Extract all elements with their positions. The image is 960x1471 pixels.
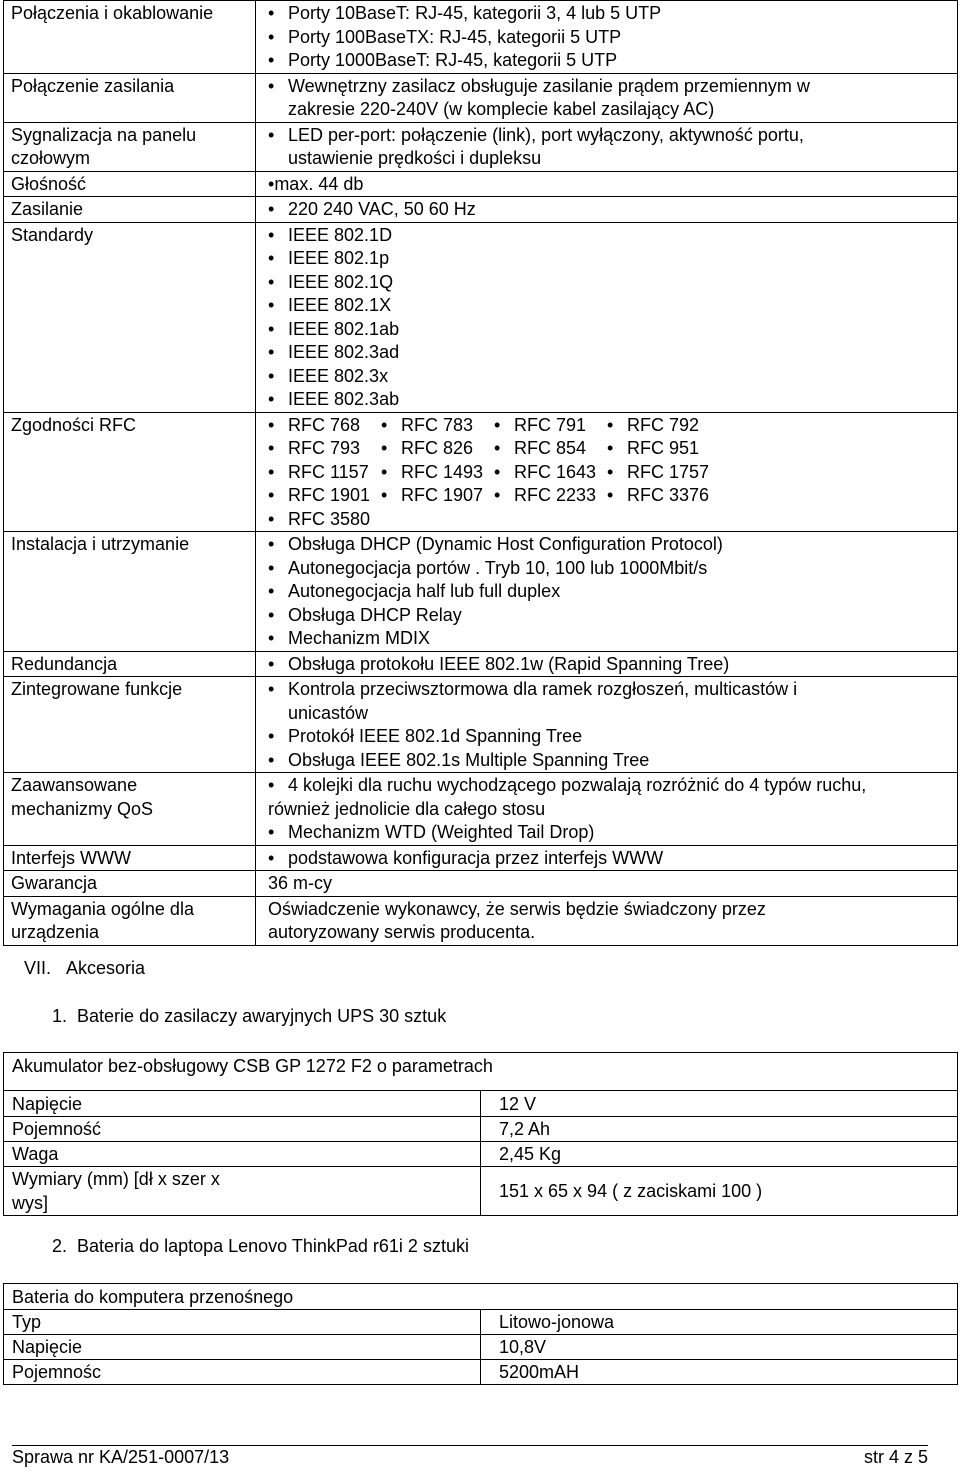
param-value: 2,45 Kg (481, 1142, 958, 1167)
spec-label: Redundancja (4, 651, 256, 677)
battery-ups-table (3, 1052, 958, 1216)
rfc-item: RFC 854 (514, 438, 587, 458)
spec-line: Mechanizm WTD (Weighted Tail Drop) (288, 822, 595, 842)
spec-line: ustawienie prędkości i dupleksu (288, 148, 542, 168)
param-label: Typ (4, 1310, 481, 1335)
rfc-item: RFC 826 (401, 438, 474, 458)
section-title: Akcesoria (66, 958, 146, 978)
rfc-item: RFC 1757 (627, 461, 710, 482)
param-value: 151 x 65 x 94 ( z zaciskami 100 ) (481, 1167, 958, 1216)
spec-value: • Kontrola przeciwsztormowa dla ramek rozgłoszeń, multicastów i unicastów • Protokół IEEE 802.1d Spanning Tree • Obsługa IEEE 802.1s Multiple Spanning Tree (256, 677, 958, 773)
spec-row-wymagania (4, 896, 958, 945)
param-label (4, 1167, 481, 1216)
rfc-item: RFC 3580 (288, 508, 371, 529)
rfc-item: RFC 2233 (514, 485, 597, 505)
standard-item: IEEE 802.1ab (288, 318, 400, 339)
table-row (4, 1335, 958, 1360)
rfc-item: RFC 1643 (514, 461, 597, 482)
spec-row-zasilanie-polaczenie (4, 73, 958, 122)
item-heading-2 (52, 1236, 469, 1257)
spec-line: Porty 1000BaseT: RJ-45, kategorii 5 UTP (288, 50, 618, 70)
rfc-item: RFC 1493 (401, 461, 484, 482)
spec-line: Kontrola przeciwsztormowa dla ramek rozgłoszeń, multicastów i (288, 679, 798, 699)
spec-line: autoryzowany serwis producenta. (268, 922, 536, 942)
spec-row-zasilanie (4, 197, 958, 223)
case-number: Sprawa nr KA/251-0007/13 (12, 1447, 230, 1467)
rfc-item: RFC 1157 (288, 461, 369, 482)
spec-value: • Obsługa DHCP (Dynamic Host Configuration Protocol) • Autonegocjacja portów . Tryb 10, 100 lub 1000Mbit/s • Autonegocjacja half lub full duplex • Obsługa DHCP Relay • Mechanizm MDIX (256, 532, 958, 652)
spec-value: • podstawowa konfiguracja przez interfejs WWW (256, 845, 958, 871)
rfc-item: RFC 3376 (627, 485, 710, 505)
item-number: 2. (52, 1236, 68, 1256)
spec-row-standardy (4, 222, 958, 412)
item-title: Baterie do zasilaczy awaryjnych UPS 30 sztuk (77, 1006, 447, 1026)
spec-label-line: mechanizmy QoS (11, 798, 154, 819)
rfc-item: RFC 791 (514, 414, 587, 435)
spec-line: Obsługa DHCP Relay (288, 604, 462, 625)
section-number: VII. (24, 958, 52, 978)
param-label-line: wys] (12, 1193, 48, 1213)
table-header-row (4, 1053, 958, 1091)
spec-label: Instalacja i utrzymanie (4, 532, 256, 652)
spec-value: • 4 kolejki dla ruchu wychodzącego pozwalają rozróżnić do 4 typów ruchu, również jednolicie dla całego stosu • Mechanizm WTD (Weighted Tail Drop) (256, 773, 958, 846)
spec-value: •max. 44 db (256, 171, 958, 197)
spec-label: Gwarancja (4, 871, 256, 897)
spec-row-gwarancja (4, 871, 958, 897)
spec-line: unicastów (288, 702, 369, 723)
spec-label: Połączenie zasilania (4, 73, 256, 122)
rfc-item: RFC 792 (627, 414, 700, 435)
spec-label: Interfejs WWW (4, 845, 256, 871)
spec-line: Wewnętrzny zasilacz obsługuje zasilanie prądem przemiennym w (288, 75, 810, 96)
standard-item: IEEE 802.1Q (288, 271, 394, 292)
rfc-item: RFC 1901 (288, 485, 371, 505)
spec-line: 220 240 VAC, 50 60 Hz (288, 199, 476, 219)
param-value: Litowo-jonowa (481, 1310, 958, 1335)
table-row (4, 1091, 958, 1117)
spec-line: Autonegocjacja half lub full duplex (288, 581, 561, 601)
param-value: 10,8V (481, 1335, 958, 1360)
spec-row-instalacja (4, 532, 958, 652)
spec-label-line: Wymagania ogólne dla (11, 898, 194, 919)
table-row (4, 1117, 958, 1142)
battery-laptop-table (3, 1283, 958, 1385)
spec-row-sygnalizacja (4, 122, 958, 171)
item-title: Bateria do laptopa Lenovo ThinkPad r61i 2 sztuki (77, 1236, 469, 1256)
table-header: Akumulator bez-obsługowy CSB GP 1272 F2 o parametrach (4, 1053, 958, 1091)
spec-label-line: Zaawansowane (11, 775, 138, 795)
spec-line: max. 44 db (274, 173, 364, 194)
page-number: str 4 z 5 (863, 1447, 928, 1467)
spec-line: zakresie 220-240V (w komplecie kabel zasilający AC) (288, 99, 715, 119)
table-row (4, 1310, 958, 1335)
page-footer (12, 1445, 928, 1468)
param-label: Pojemność (4, 1117, 481, 1142)
spec-line: Obsługa protokołu IEEE 802.1w (Rapid Spanning Tree) (288, 653, 730, 674)
spec-row-www (4, 845, 958, 871)
spec-line: Obsługa IEEE 802.1s Multiple Spanning Tree (288, 749, 650, 770)
spec-label-line: Sygnalizacja na panelu (11, 124, 197, 145)
standard-item: IEEE 802.3x (288, 365, 389, 386)
spec-value (256, 896, 958, 945)
spec-value: • IEEE 802.1D • IEEE 802.1p • IEEE 802.1Q • IEEE 802.1X • IEEE 802.1ab • IEEE 802.3ad • IEEE 802.3x • IEEE 802.3ab (256, 222, 958, 412)
spec-value: • Obsługa protokołu IEEE 802.1w (Rapid Spanning Tree) (256, 651, 958, 677)
item-number: 1. (52, 1006, 68, 1026)
rfc-item: RFC 768 (288, 414, 361, 435)
spec-label: Zasilanie (4, 197, 256, 223)
spec-label (4, 896, 256, 945)
spec-line: podstawowa konfiguracja przez interfejs WWW (288, 847, 664, 868)
section-heading (24, 958, 145, 979)
spec-value: • LED per-port: połączenie (link), port wyłączony, aktywność portu, ustawienie prędkości i dupleksu (256, 122, 958, 171)
spec-line: LED per-port: połączenie (link), port wyłączony, aktywność portu, (288, 124, 804, 145)
rfc-item: RFC 951 (627, 438, 700, 458)
spec-line: Obsługa DHCP (Dynamic Host Configuration Protocol) (288, 534, 723, 554)
rfc-item: RFC 783 (401, 414, 474, 435)
rfc-item: RFC 1907 (401, 485, 484, 505)
table-row (4, 1360, 958, 1385)
spec-line: Autonegocjacja portów . Tryb 10, 100 lub 1000Mbit/s (288, 557, 708, 578)
param-label: Napięcie (4, 1335, 481, 1360)
table-row (4, 1142, 958, 1167)
spec-label: Zgodności RFC (4, 412, 256, 532)
standard-item: IEEE 802.1D (288, 224, 393, 245)
item-heading-1 (52, 1006, 446, 1027)
spec-label: Standardy (4, 222, 256, 412)
spec-value: 36 m-cy (256, 871, 958, 897)
table-row (4, 1167, 958, 1216)
spec-table (3, 0, 958, 946)
spec-line: Mechanizm MDIX (288, 628, 431, 648)
spec-line: również jednolicie dla całego stosu (268, 798, 546, 819)
standard-item: IEEE 802.1X (288, 295, 392, 315)
spec-line: Oświadczenie wykonawcy, że serwis będzie świadczony przez (268, 898, 766, 919)
spec-value: • Porty 10BaseT: RJ-45, kategorii 3, 4 lub 5 UTP • Porty 100BaseTX: RJ-45, kategorii 5 UTP • Porty 1000BaseT: RJ-45, kategorii 5 UTP (256, 1, 958, 74)
standard-item: IEEE 802.3ad (288, 342, 400, 362)
standard-item: IEEE 802.1p (288, 248, 390, 268)
spec-row-zintegrowane (4, 677, 958, 773)
spec-value: • RFC 768 • RFC 783 • RFC 791 • RFC 792 • RFC 793 • RFC 826 • RFC 854 • RFC 951 • RFC 1157 • RFC 1493 • RFC 1643 • RFC 1757 • RFC 1901 • RFC 1907 • RFC 2233 • RFC 3376 • RFC 3580 (256, 412, 958, 532)
param-value: 5200mAH (481, 1360, 958, 1385)
spec-line: Porty 10BaseT: RJ-45, kategorii 3, 4 lub 5 UTP (288, 3, 662, 23)
param-label: Pojemnośc (4, 1360, 481, 1385)
spec-label (4, 122, 256, 171)
spec-line: Porty 100BaseTX: RJ-45, kategorii 5 UTP (288, 26, 622, 47)
spec-label: Zintegrowane funkcje (4, 677, 256, 773)
table-header-row (4, 1284, 958, 1310)
spec-value: • 220 240 VAC, 50 60 Hz (256, 197, 958, 223)
spec-label (4, 773, 256, 846)
spec-value: • Wewnętrzny zasilacz obsługuje zasilanie prądem przemiennym w zakresie 220-240V (w komplecie kabel zasilający AC) (256, 73, 958, 122)
param-label: Waga (4, 1142, 481, 1167)
spec-row-polaczenia (4, 1, 958, 74)
spec-line: 4 kolejki dla ruchu wychodzącego pozwalają rozróżnić do 4 typów ruchu, (288, 775, 867, 795)
spec-label-line: urządzenia (11, 922, 100, 942)
spec-label-line: czołowym (11, 148, 91, 168)
spec-label: Połączenia i okablowanie (4, 1, 256, 74)
param-value: 12 V (481, 1091, 958, 1117)
spec-line: Protokół IEEE 802.1d Spanning Tree (288, 726, 583, 746)
table-header: Bateria do komputera przenośnego (4, 1284, 958, 1310)
spec-row-glosnosc (4, 171, 958, 197)
spec-row-rfc (4, 412, 958, 532)
param-label: Napięcie (4, 1091, 481, 1117)
spec-row-redundancja (4, 651, 958, 677)
param-value: 7,2 Ah (481, 1117, 958, 1142)
spec-row-qos (4, 773, 958, 846)
param-label-line: Wymiary (mm) [dł x szer x (12, 1169, 220, 1189)
rfc-item: RFC 793 (288, 438, 361, 458)
spec-label: Głośność (4, 171, 256, 197)
standard-item: IEEE 802.3ab (288, 389, 400, 409)
